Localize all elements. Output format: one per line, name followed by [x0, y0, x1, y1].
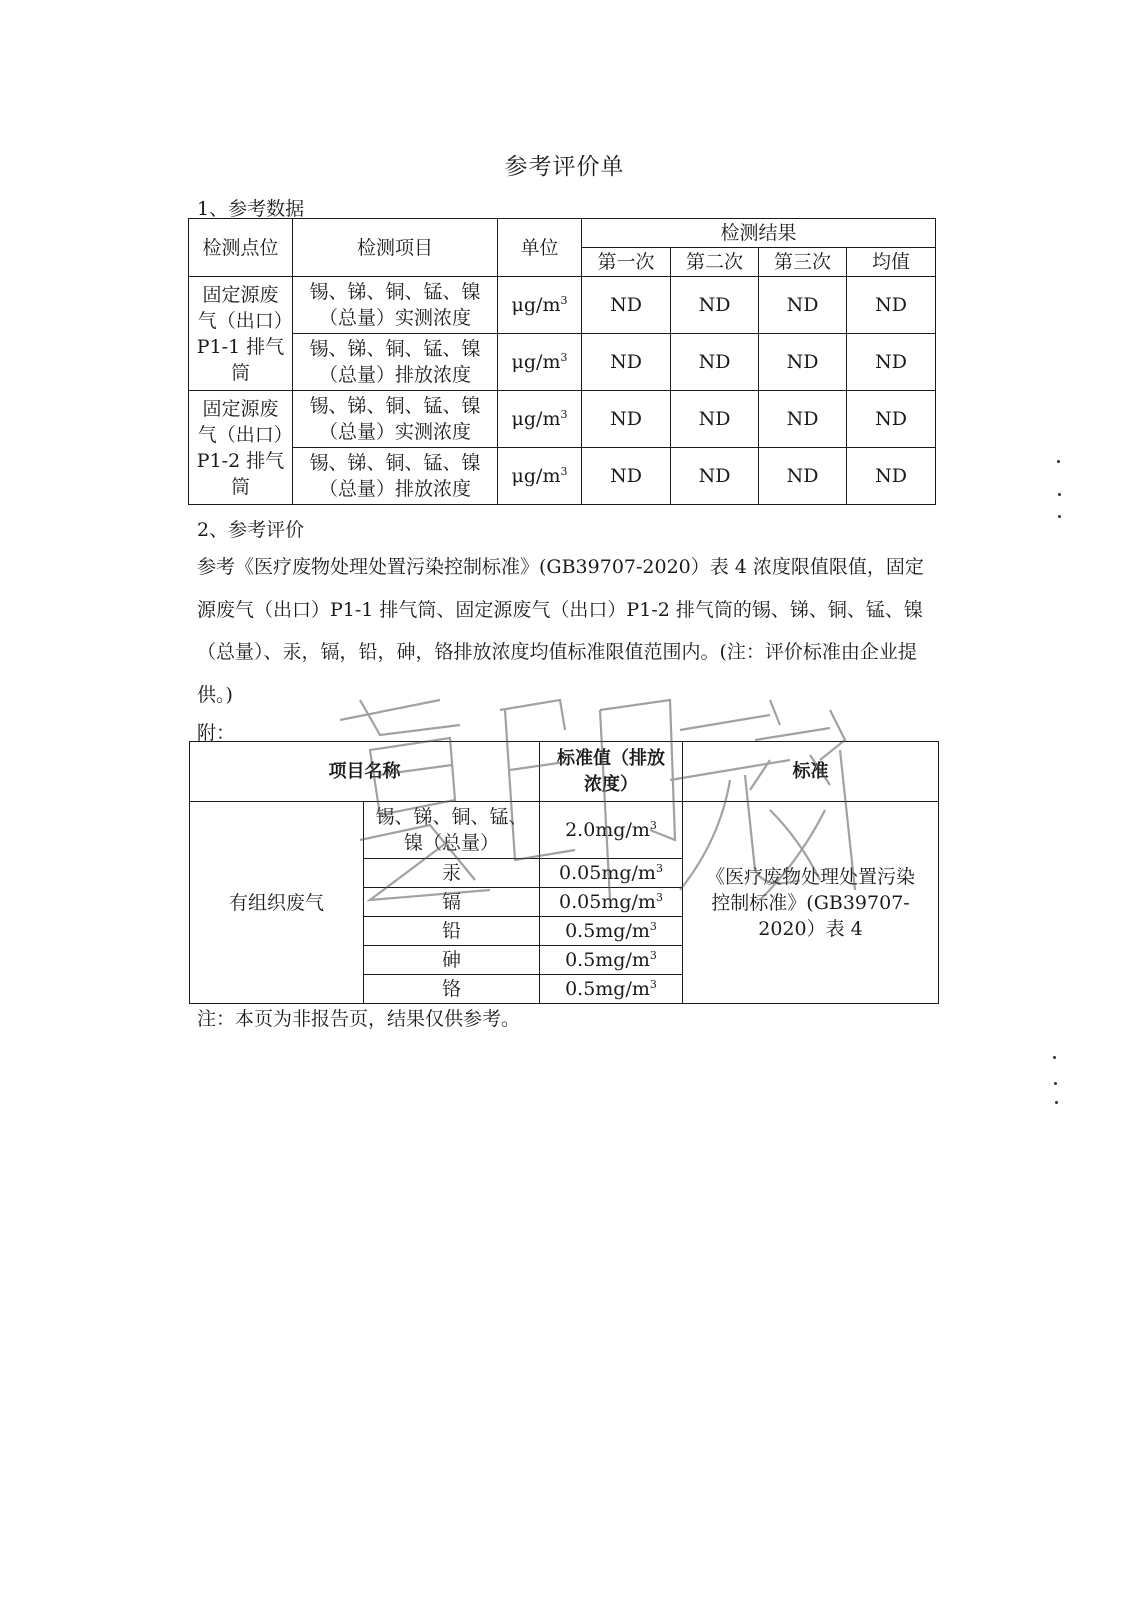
- point-cell: 固定源废气（出口）P1-1 排气筒: [189, 277, 293, 391]
- pollutant-cell: 砷: [364, 946, 540, 975]
- unit-cell: $\mu g/m^3$: [498, 448, 582, 505]
- table-row: [190, 802, 939, 859]
- section1-heading: 1、参考数据: [197, 198, 305, 220]
- header-unit: 单位: [498, 219, 582, 277]
- unit-cell: $\mu g/m^3$: [498, 277, 582, 334]
- result-cell: ND: [759, 334, 847, 391]
- result-cell: ND: [671, 334, 759, 391]
- standard-cell: 《医疗废物处理处置污染控制标准》(GB39707-2020）表 4: [683, 802, 939, 1004]
- result-cell: ND: [759, 448, 847, 505]
- result-cell: ND: [671, 391, 759, 448]
- header-standard-value: 标准值（排放浓度）: [540, 742, 683, 802]
- scan-speck: [1058, 493, 1061, 496]
- result-cell: ND: [671, 277, 759, 334]
- unit-cell: $\mu g/m^3$: [498, 391, 582, 448]
- reference-data-table: [188, 218, 936, 505]
- scan-speck: [1054, 1082, 1057, 1085]
- scan-speck: [1058, 515, 1061, 518]
- scan-speck: [1055, 1101, 1058, 1104]
- result-cell: ND: [759, 391, 847, 448]
- table-row: [189, 334, 936, 391]
- value-cell: $0.5mg/m^3$: [540, 946, 683, 975]
- item-cell: 锡、锑、铜、锰、镍（总量）实测浓度: [293, 391, 498, 448]
- standard-limits-table: [189, 741, 939, 1004]
- result-cell: ND: [582, 334, 671, 391]
- result-cell: ND: [671, 448, 759, 505]
- section2-heading: 2、参考评价: [197, 519, 305, 541]
- unit-cell: $\mu g/m^3$: [498, 334, 582, 391]
- header-run1: 第一次: [582, 248, 671, 277]
- value-cell: $0.05mg/m^3$: [540, 859, 683, 888]
- pollutant-cell: 镉: [364, 888, 540, 917]
- page-title: 参考评价单: [504, 154, 625, 180]
- pollutant-cell: 汞: [364, 859, 540, 888]
- pollutant-cell: 铬: [364, 975, 540, 1004]
- category-cell: 有组织废气: [190, 802, 364, 1004]
- value-cell: $0.05mg/m^3$: [540, 888, 683, 917]
- scan-speck: [1057, 460, 1060, 463]
- table-row: [189, 277, 936, 334]
- header-run2: 第二次: [671, 248, 759, 277]
- point-cell: 固定源废气（出口）P1-2 排气筒: [189, 391, 293, 505]
- item-cell: 锡、锑、铜、锰、镍（总量）排放浓度: [293, 334, 498, 391]
- mean-cell: ND: [847, 334, 936, 391]
- result-cell: ND: [759, 277, 847, 334]
- pollutant-cell: 锡、锑、铜、锰、镍（总量）: [364, 802, 540, 859]
- item-cell: 锡、锑、铜、锰、镍（总量）实测浓度: [293, 277, 498, 334]
- header-item: 检测项目: [293, 219, 498, 277]
- header-item-name: 项目名称: [190, 742, 540, 802]
- item-cell: 锡、锑、铜、锰、镍（总量）排放浓度: [293, 448, 498, 505]
- table-row: [189, 391, 936, 448]
- pollutant-cell: 铅: [364, 917, 540, 946]
- header-standard: 标准: [683, 742, 939, 802]
- result-cell: ND: [582, 448, 671, 505]
- header-mean: 均值: [847, 248, 936, 277]
- mean-cell: ND: [847, 391, 936, 448]
- appendix-label: 附：: [197, 722, 236, 744]
- value-cell: $0.5mg/m^3$: [540, 917, 683, 946]
- mean-cell: ND: [847, 277, 936, 334]
- header-point: 检测点位: [189, 219, 293, 277]
- result-cell: ND: [582, 277, 671, 334]
- table-row: [189, 448, 936, 505]
- value-cell: $2.0mg/m^3$: [540, 802, 683, 859]
- scan-speck: [1053, 1056, 1056, 1059]
- result-cell: ND: [582, 391, 671, 448]
- value-cell: $0.5mg/m^3$: [540, 975, 683, 1004]
- header-run3: 第三次: [759, 248, 847, 277]
- mean-cell: ND: [847, 448, 936, 505]
- header-results: 检测结果: [582, 219, 936, 248]
- evaluation-paragraph: 参考《医疗废物处理处置污染控制标准》(GB39707-2020）表 4 浓度限值限值，固定源废气（出口）P1-1 排气筒、固定源废气（出口）P1-2 排气筒的锡、锑、铜、锰、镍（总量）、汞，镉，铅，砷，铬排放浓度均值标准限值范围内。(注：评价标准由企业提供。): [197, 556, 924, 706]
- page-note: 注：本页为非报告页，结果仅供参考。: [197, 1008, 521, 1030]
